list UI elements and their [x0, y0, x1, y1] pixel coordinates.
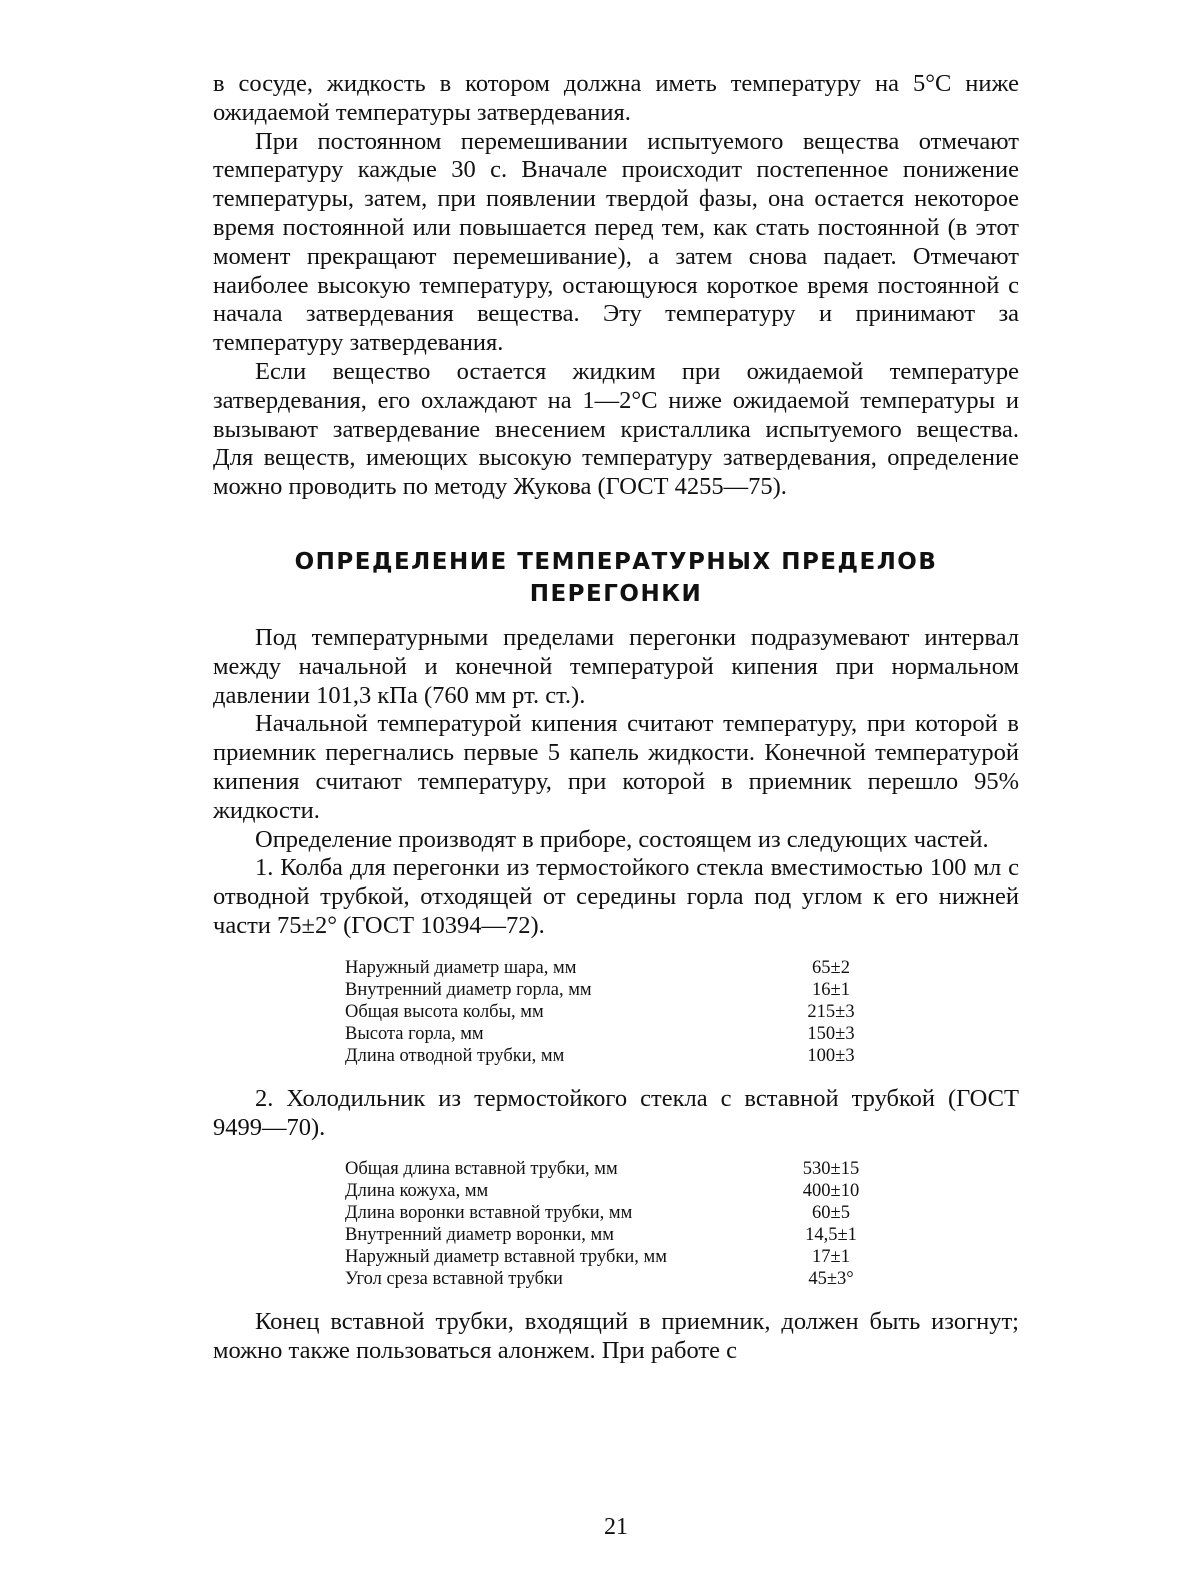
paragraph-boiling-points: Начальной температурой кипения считают температуру, при которой в приемник перегнались первые 5 капель жидкости. Конечной температурой кипения считают температуру, при которой в приемник перешло 95% жидкости.	[213, 710, 1019, 824]
paragraph-liquid-remains: Если вещество остается жидким при ожидаемой температуре затвердевания, его охлаждают на 1—2°С ниже ожидаемой температуры и вызывают затвердевание внесением кристаллика испытуемого вещества. Для веществ, имеющих высокую температуру затвердевания, определение можно проводить по методу Жукова (ГОСТ 4255—75).	[213, 357, 1019, 501]
paragraph-vessel: в сосуде, жидкость в котором должна иметь температуру на 5°С ниже ожидаемой температуры затвердевания.	[213, 70, 1019, 126]
paragraph-flask: 1. Колба для перегонки из термостойкого стекла вместимостью 100 мл с отводной трубкой, отходящей от середины горла под углом к его нижней части 75±2° (ГОСТ 10394—72).	[213, 854, 1019, 939]
paragraph-definition: Под температурными пределами перегонки подразумевают интервал между начальной и конечной температурой кипения при нормальном давлении 101,3 кПа (760 мм рт. ст.).	[213, 623, 1019, 709]
table-row	[345, 1224, 881, 1246]
condenser-specs-table	[345, 1158, 881, 1290]
table-row	[345, 1246, 881, 1268]
table-row	[345, 1045, 869, 1067]
table-row	[345, 979, 869, 1001]
table-row	[345, 1023, 869, 1045]
table-row	[345, 1001, 869, 1023]
paragraph-condenser: 2. Холодильник из термостойкого стекла с вставной трубкой (ГОСТ 9499—70).	[213, 1084, 1019, 1141]
spec-label: Длина отводной трубки, мм	[345, 1045, 565, 1066]
spec-value: 14,5±1	[805, 1225, 857, 1246]
document-page	[213, 70, 1019, 1540]
section-heading-line-1: ОПРЕДЕЛЕНИЕ ТЕМПЕРАТУРНЫХ ПРЕДЕЛОВ	[294, 548, 938, 575]
spec-label: Высота горла, мм	[345, 1023, 484, 1044]
spec-label: Длина кожуха, мм	[345, 1181, 489, 1202]
spec-label: Длина воронки вставной трубки, мм	[345, 1203, 633, 1224]
spec-value: 16±1	[812, 979, 850, 1000]
table-row	[345, 1202, 881, 1224]
spec-label: Внутренний диаметр горла, мм	[345, 979, 592, 1000]
spec-value: 530±15	[802, 1159, 860, 1180]
spec-value: 65±2	[812, 957, 850, 978]
spec-label: Наружный диаметр шара, мм	[345, 957, 577, 978]
spec-value: 150±3	[807, 1023, 855, 1044]
spec-value: 17±1	[812, 1247, 850, 1268]
spec-label: Угол среза вставной трубки	[345, 1269, 563, 1290]
table-row	[345, 1180, 881, 1202]
table-row	[345, 1268, 881, 1290]
spec-value: 45±3°	[808, 1269, 854, 1290]
paragraph-stirring: При постоянном перемешивании испытуемого вещества отмечают температуру каждые 30 с. Вначале происходит постепенное понижение температуры, затем, при появлении твердой фазы, она остается некоторое время постоянной или повышается перед тем, как стать постоянной (в этот момент прекращают перемешивание), а затем снова падает. Отмечают наиболее высокую температуру, остающуюся короткое время постоянной с начала затвердевания вещества. Эту температуру и принимают за температуру затвердевания.	[213, 127, 1019, 357]
spec-value: 100±3	[807, 1045, 855, 1066]
spec-label: Общая высота колбы, мм	[345, 1001, 544, 1022]
section-heading	[213, 546, 1019, 610]
flask-specs-table	[345, 957, 869, 1067]
table-row	[345, 1158, 881, 1180]
section-heading-line-2: ПЕРЕГОНКИ	[529, 580, 703, 607]
spec-value: 215±3	[807, 1001, 855, 1022]
paragraph-end: Конец вставной трубки, входящий в приемник, должен быть изогнут; можно также пользоваться алонжем. При работе с	[213, 1308, 1019, 1365]
spec-value: 400±10	[802, 1181, 860, 1202]
paragraph-apparatus: Определение производят в приборе, состоящем из следующих частей.	[255, 825, 989, 853]
spec-label: Наружный диаметр вставной трубки, мм	[345, 1247, 667, 1268]
spec-value: 60±5	[812, 1203, 850, 1224]
spec-label: Внутренний диаметр воронки, мм	[345, 1225, 614, 1246]
page-number: 21	[604, 1514, 628, 1540]
table-row	[345, 957, 869, 979]
spec-label: Общая длина вставной трубки, мм	[345, 1159, 618, 1180]
